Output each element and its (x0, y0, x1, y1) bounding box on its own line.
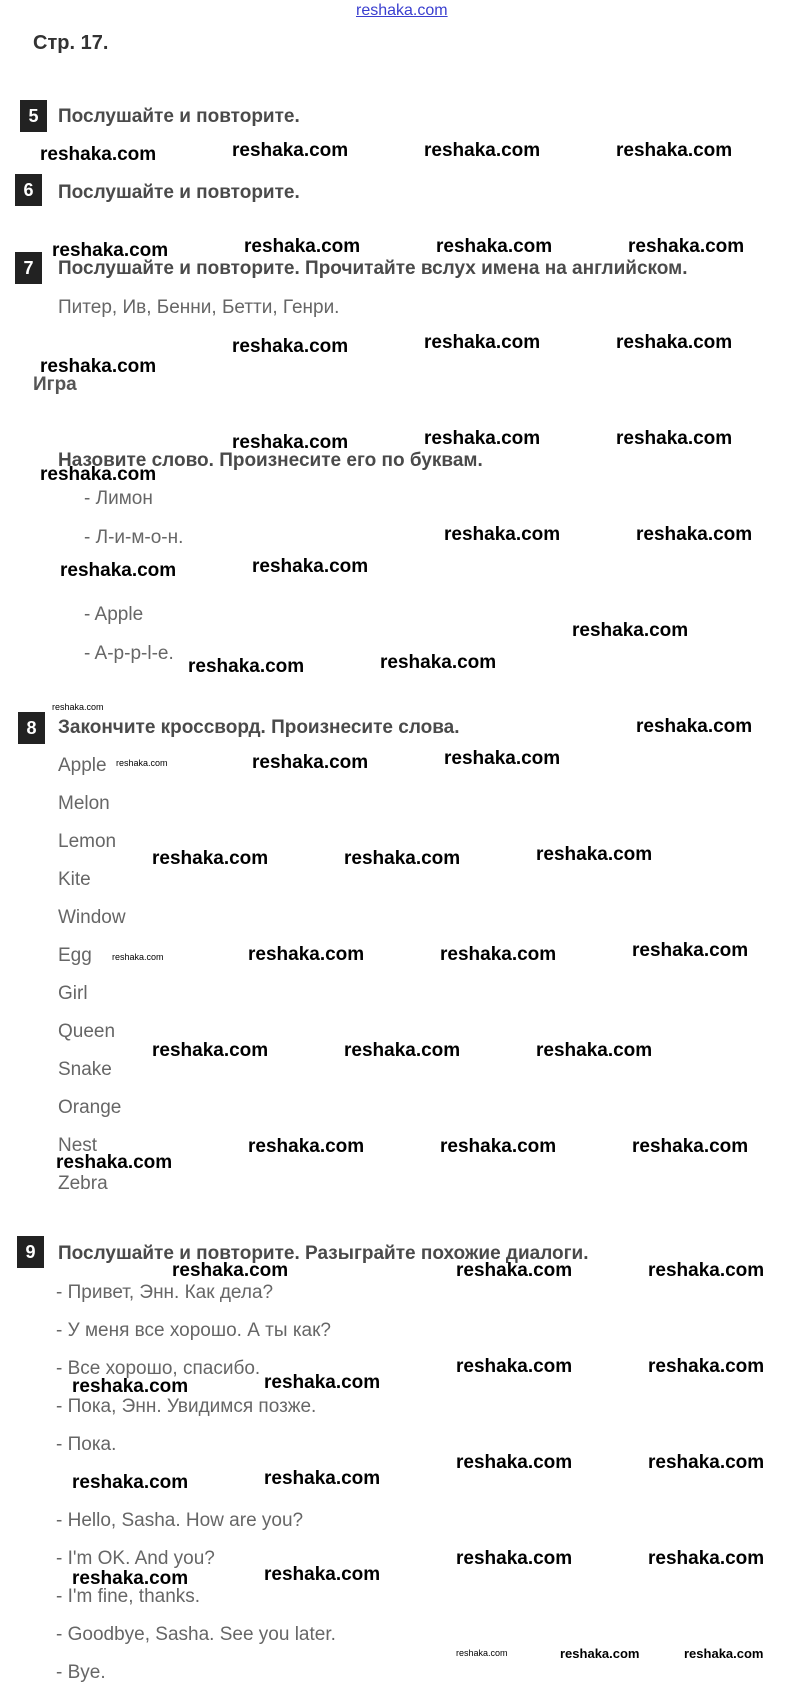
crossword-word: Snake (58, 1059, 112, 1080)
crossword-word: Nest (58, 1135, 98, 1156)
watermark: reshaka.com (456, 1452, 573, 1473)
watermark: reshaka.com (248, 1136, 365, 1157)
crossword-word: Lemon (58, 831, 117, 852)
watermark: reshaka.com (188, 656, 305, 677)
crossword-word: Kite (58, 869, 91, 890)
crossword-word: Orange (58, 1097, 122, 1118)
crossword-word: Zebra (58, 1173, 108, 1194)
page-title: Стр. 17. (33, 32, 109, 54)
watermark: reshaka.com (436, 236, 553, 257)
watermark: reshaka.com (648, 1548, 765, 1569)
watermark: reshaka.com (172, 1260, 289, 1281)
dialogue-line: - Привет, Энн. Как дела? (56, 1282, 274, 1303)
crossword-word: Apple (58, 755, 107, 776)
watermark: reshaka.com (444, 524, 561, 545)
watermark: reshaka.com (60, 560, 177, 581)
site-link[interactable]: reshaka.com (356, 2, 448, 19)
watermark: reshaka.com (636, 716, 753, 737)
watermark: reshaka.com (72, 1568, 189, 1589)
exercise-number-5: 5 (20, 100, 47, 132)
watermark: reshaka.com (536, 1040, 653, 1061)
exercise-5-heading: Послушайте и повторите. (58, 106, 300, 127)
watermark: reshaka.com (40, 144, 157, 165)
watermark: reshaka.com (380, 652, 497, 673)
crossword-word: Egg (58, 945, 92, 966)
watermark: reshaka.com (440, 944, 557, 965)
dialogue-line: - Пока, Энн. Увидимся позже. (56, 1396, 317, 1417)
watermark: reshaka.com (232, 140, 349, 161)
exercise-number-6: 6 (15, 174, 42, 206)
game-line: - A-p-p-l-e. (84, 643, 174, 664)
watermark: reshaka.com (648, 1260, 765, 1281)
crossword-word: Melon (58, 793, 110, 814)
watermark: reshaka.com (648, 1356, 765, 1377)
exercise-number-9: 9 (17, 1236, 44, 1268)
watermark: reshaka.com (684, 1646, 764, 1661)
watermark: reshaka.com (344, 1040, 461, 1061)
watermark: reshaka.com (536, 844, 653, 865)
crossword-word: Window (58, 907, 126, 928)
watermark: reshaka.com (572, 620, 689, 641)
watermark: reshaka.com (456, 1356, 573, 1377)
exercise-8-heading: Закончите кроссворд. Произнесите слова. (58, 717, 460, 738)
game-line: - Apple (84, 604, 144, 625)
watermark: reshaka.com (72, 1472, 189, 1493)
watermark: reshaka.com (628, 236, 745, 257)
watermark: reshaka.com (248, 944, 365, 965)
watermark: reshaka.com (456, 1648, 508, 1658)
watermark: reshaka.com (616, 428, 733, 449)
dialogue-line: - Bye. (56, 1662, 106, 1683)
watermark: reshaka.com (152, 848, 269, 869)
crossword-word: Queen (58, 1021, 116, 1042)
crossword-word: Girl (58, 983, 88, 1004)
watermark: reshaka.com (264, 1468, 381, 1489)
watermark: reshaka.com (152, 1040, 269, 1061)
watermark: reshaka.com (116, 758, 168, 768)
watermark: reshaka.com (252, 556, 369, 577)
exercise-number-7: 7 (15, 252, 42, 284)
dialogue-line: - I'm fine, thanks. (56, 1586, 201, 1607)
game-title: Игра (33, 374, 77, 395)
watermark: reshaka.com (264, 1564, 381, 1585)
watermark: reshaka.com (52, 702, 104, 712)
watermark: reshaka.com (560, 1646, 640, 1661)
exercise-7-names: Питер, Ив, Бенни, Бетти, Генри. (58, 297, 340, 318)
watermark: reshaka.com (72, 1376, 189, 1397)
watermark: reshaka.com (424, 140, 541, 161)
dialogue-line: - I'm OK. And you? (56, 1548, 215, 1569)
watermark: reshaka.com (40, 464, 157, 485)
watermark: reshaka.com (632, 940, 749, 961)
game-line: - Лимон (84, 488, 153, 509)
watermark: reshaka.com (232, 432, 349, 453)
exercise-6-heading: Послушайте и повторите. (58, 182, 300, 203)
watermark: reshaka.com (444, 748, 561, 769)
exercise-number-8: 8 (18, 712, 45, 744)
watermark: reshaka.com (232, 336, 349, 357)
dialogue-line: - Все хорошо, спасибо. (56, 1358, 261, 1379)
watermark: reshaka.com (264, 1372, 381, 1393)
watermark: reshaka.com (440, 1136, 557, 1157)
watermark: reshaka.com (648, 1452, 765, 1473)
watermark: reshaka.com (56, 1152, 173, 1173)
dialogue-line: - У меня все хорошо. А ты как? (56, 1320, 331, 1341)
watermark: reshaka.com (632, 1136, 749, 1157)
game-instruction: Назовите слово. Произнесите его по буквам. (58, 450, 483, 471)
dialogue-line: - Hello, Sasha. How are you? (56, 1510, 304, 1531)
watermark: reshaka.com (424, 428, 541, 449)
watermark: reshaka.com (424, 332, 541, 353)
watermark: reshaka.com (456, 1548, 573, 1569)
watermark: reshaka.com (344, 848, 461, 869)
watermark: reshaka.com (456, 1260, 573, 1281)
exercise-7-heading: Послушайте и повторите. Прочитайте вслух имена на английском. (58, 258, 688, 279)
watermark: reshaka.com (112, 952, 164, 962)
game-line: - Л-и-м-о-н. (84, 527, 184, 548)
watermark: reshaka.com (616, 140, 733, 161)
watermark: reshaka.com (252, 752, 369, 773)
exercise-9-heading: Послушайте и повторите. Разыграйте похожие диалоги. (58, 1243, 589, 1264)
dialogue-line: - Пока. (56, 1434, 117, 1455)
dialogue-line: - Goodbye, Sasha. See you later. (56, 1624, 336, 1645)
watermark: reshaka.com (40, 356, 157, 377)
watermark: reshaka.com (52, 240, 169, 261)
watermark: reshaka.com (636, 524, 753, 545)
watermark: reshaka.com (244, 236, 361, 257)
watermark: reshaka.com (616, 332, 733, 353)
